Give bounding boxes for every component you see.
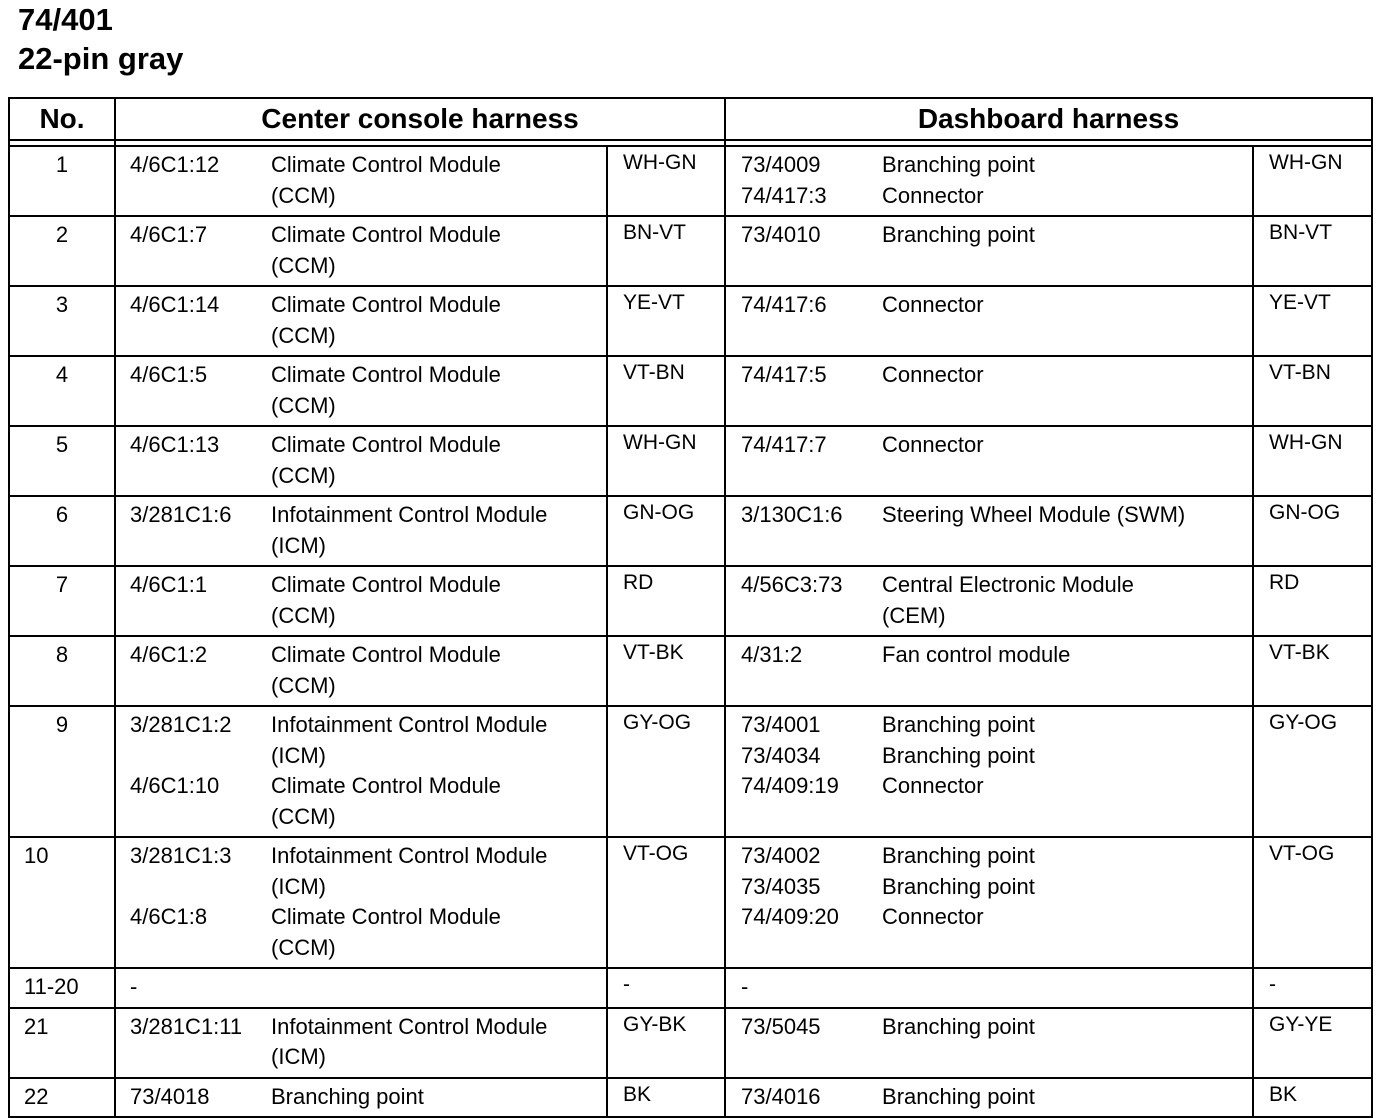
connection-entry — [116, 150, 606, 211]
connection-code: 3/281C1:6 — [130, 502, 232, 527]
connection-entry — [726, 710, 1252, 741]
connection-code: 4/6C1:13 — [130, 432, 220, 457]
center-wire-color: WH-GN — [607, 426, 725, 496]
connection-entry — [116, 500, 606, 561]
connection-code: 74/409:20 — [741, 904, 839, 929]
pin-number: 2 — [9, 216, 115, 286]
connector-type-title: 22-pin gray — [18, 41, 184, 76]
component-name: Climate Control Module (CCM) — [271, 904, 501, 960]
connection-code: 4/6C1:14 — [130, 292, 220, 317]
connection-entry — [726, 872, 1252, 903]
connection-entry — [116, 1082, 606, 1113]
dashboard-wire-color: YE-VT — [1253, 286, 1372, 356]
component-name: Branching point — [882, 1083, 1035, 1109]
table-row — [9, 496, 1372, 566]
component-name: Branching point — [271, 1083, 424, 1109]
center-wire-color: BN-VT — [607, 216, 725, 286]
header-no: No. — [9, 98, 115, 140]
component-name: Connector — [882, 182, 984, 208]
connection-code: 4/6C1:8 — [130, 904, 208, 929]
pin-number: 5 — [9, 426, 115, 496]
component-name: Climate Control Module (CCM) — [271, 642, 501, 698]
pin-number: 10 — [9, 837, 115, 968]
center-console-entries — [115, 706, 607, 837]
dashboard-entries — [725, 566, 1253, 636]
center-wire-color: VT-BN — [607, 356, 725, 426]
table-row — [9, 216, 1372, 286]
component-name: Connector — [882, 904, 984, 929]
connection-code: 3/281C1:11 — [130, 1013, 243, 1039]
component-name: Branching point — [882, 873, 1035, 899]
component-name: Connector — [882, 292, 984, 317]
component-name: Connector — [882, 432, 984, 457]
center-wire-color: WH-GN — [607, 146, 725, 216]
center-wire-color: GY-BK — [607, 1008, 725, 1078]
dashboard-wire-color: GY-OG — [1253, 706, 1372, 837]
connection-code: 73/4009 — [741, 152, 821, 177]
connection-code: 73/4035 — [741, 873, 821, 899]
center-console-entries — [115, 566, 607, 636]
dashboard-entries — [725, 636, 1253, 706]
connection-entry — [116, 841, 606, 902]
center-console-entries — [115, 426, 607, 496]
pin-number: 4 — [9, 356, 115, 426]
connection-code: 73/4010 — [741, 222, 821, 247]
connection-entry — [116, 290, 606, 351]
table-row — [9, 1078, 1372, 1118]
dashboard-entries — [725, 1008, 1253, 1078]
dashboard-wire-color: VT-BK — [1253, 636, 1372, 706]
pin-number: 1 — [9, 146, 115, 216]
connection-entry — [116, 771, 606, 832]
dashboard-wire-color: VT-BN — [1253, 356, 1372, 426]
table-row — [9, 286, 1372, 356]
connection-code: 73/4002 — [741, 843, 821, 868]
connection-code: 4/6C1:12 — [130, 152, 220, 177]
connection-code: - — [130, 974, 138, 999]
connection-code: 74/409:19 — [741, 773, 839, 798]
table-row — [9, 146, 1372, 216]
component-name: Connector — [882, 773, 984, 798]
component-name: Branching point — [882, 1013, 1035, 1039]
connection-entry — [116, 902, 606, 963]
component-name: Branching point — [882, 712, 1035, 737]
connection-code: 4/6C1:1 — [130, 572, 208, 597]
component-name: Climate Control Module (CCM) — [271, 152, 501, 208]
dashboard-entries — [725, 706, 1253, 837]
dashboard-wire-color: - — [1253, 968, 1372, 1008]
table-row — [9, 837, 1372, 968]
pin-number: 8 — [9, 636, 115, 706]
header-center-console-harness: Center console harness — [115, 98, 725, 140]
pin-number: 3 — [9, 286, 115, 356]
component-name: Climate Control Module (CCM) — [271, 572, 501, 628]
connection-code: 74/417:6 — [741, 292, 827, 317]
center-console-entries — [115, 146, 607, 216]
component-name: Climate Control Module (CCM) — [271, 773, 501, 829]
center-wire-color: VT-OG — [607, 837, 725, 968]
center-console-entries — [115, 1008, 607, 1078]
center-console-entries — [115, 286, 607, 356]
dashboard-wire-color: VT-OG — [1253, 837, 1372, 968]
connection-entry — [116, 430, 606, 491]
connection-code: 73/4001 — [741, 712, 821, 737]
pin-number: 7 — [9, 566, 115, 636]
dashboard-entries — [725, 426, 1253, 496]
component-name: Connector — [882, 362, 984, 387]
connection-code: 74/417:7 — [741, 432, 827, 457]
connection-entry — [726, 972, 1252, 1003]
dashboard-entries — [725, 356, 1253, 426]
connection-entry — [726, 570, 1252, 631]
component-name: Infotainment Control Module (ICM) — [271, 1013, 548, 1069]
component-name: Central Electronic Module (CEM) — [882, 572, 1134, 628]
center-console-entries — [115, 216, 607, 286]
connection-code: 4/31:2 — [741, 642, 803, 667]
table-row — [9, 968, 1372, 1008]
connection-entry — [726, 1012, 1252, 1043]
component-name: Climate Control Module (CCM) — [271, 432, 501, 488]
center-console-entries — [115, 636, 607, 706]
center-wire-color: YE-VT — [607, 286, 725, 356]
dashboard-wire-color: WH-GN — [1253, 146, 1372, 216]
connection-code: 3/281C1:2 — [130, 712, 232, 737]
component-name: Climate Control Module (CCM) — [271, 292, 501, 348]
connection-entry — [116, 640, 606, 701]
connection-code: 74/417:5 — [741, 362, 827, 387]
component-name: Climate Control Module (CCM) — [271, 222, 501, 278]
connection-entry — [726, 290, 1252, 321]
component-name: Infotainment Control Module (ICM) — [271, 843, 548, 899]
dashboard-wire-color: WH-GN — [1253, 426, 1372, 496]
dashboard-wire-color: GN-OG — [1253, 496, 1372, 566]
connection-entry — [726, 841, 1252, 872]
connection-code: 74/417:3 — [741, 182, 827, 208]
table-row — [9, 426, 1372, 496]
table-row — [9, 706, 1372, 837]
connection-entry — [116, 220, 606, 281]
connection-entry — [726, 640, 1252, 671]
connection-entry — [116, 1012, 606, 1073]
connection-entry — [726, 500, 1252, 531]
header-row — [9, 98, 1372, 140]
dashboard-entries — [725, 216, 1253, 286]
connector-id-title: 74/401 — [18, 2, 113, 37]
connection-entry — [726, 220, 1252, 251]
connection-entry — [726, 150, 1252, 181]
dashboard-wire-color: BK — [1253, 1078, 1372, 1118]
dashboard-entries — [725, 496, 1253, 566]
table-row — [9, 1008, 1372, 1078]
connection-entry — [116, 972, 606, 1003]
pinout-table — [8, 97, 1373, 1118]
pin-number: 22 — [9, 1078, 115, 1118]
component-name: Branching point — [882, 843, 1035, 868]
center-wire-color: GY-OG — [607, 706, 725, 837]
center-wire-color: VT-BK — [607, 636, 725, 706]
center-wire-color: RD — [607, 566, 725, 636]
dashboard-wire-color: BN-VT — [1253, 216, 1372, 286]
connection-entry — [116, 570, 606, 631]
component-name — [882, 972, 1252, 1003]
connection-entry — [726, 360, 1252, 391]
table-row — [9, 636, 1372, 706]
pin-number: 6 — [9, 496, 115, 566]
connection-entry — [726, 741, 1252, 772]
component-name: Steering Wheel Module (SWM) — [882, 502, 1186, 527]
pin-number: 9 — [9, 706, 115, 837]
connection-code: 73/4018 — [130, 1083, 210, 1109]
connection-entry — [116, 360, 606, 421]
connection-code: - — [741, 974, 749, 999]
connection-entry — [726, 902, 1252, 933]
center-console-entries — [115, 496, 607, 566]
component-name: Branching point — [882, 152, 1035, 177]
dashboard-entries — [725, 1078, 1253, 1118]
center-wire-color: - — [607, 968, 725, 1008]
dashboard-entries — [725, 286, 1253, 356]
connection-code: 4/6C1:10 — [130, 773, 220, 798]
table-row — [9, 566, 1372, 636]
connection-code: 4/6C1:5 — [130, 362, 208, 387]
dashboard-entries — [725, 968, 1253, 1008]
connection-code: 3/281C1:3 — [130, 843, 232, 868]
center-wire-color: GN-OG — [607, 496, 725, 566]
connection-entry — [726, 181, 1252, 212]
center-console-entries — [115, 1078, 607, 1118]
component-name: Branching point — [882, 742, 1035, 768]
component-name: Fan control module — [882, 642, 1071, 667]
dashboard-wire-color: RD — [1253, 566, 1372, 636]
connection-code: 4/6C1:2 — [130, 642, 208, 667]
connection-entry — [726, 430, 1252, 461]
pin-number: 21 — [9, 1008, 115, 1078]
component-name: Climate Control Module (CCM) — [271, 362, 501, 418]
component-name: Infotainment Control Module (ICM) — [271, 712, 548, 768]
connection-code: 4/56C3:73 — [741, 572, 843, 597]
component-name — [271, 972, 606, 1003]
connection-code: 73/5045 — [741, 1013, 821, 1039]
table-row — [9, 356, 1372, 426]
connection-code: 73/4034 — [741, 742, 821, 768]
dashboard-wire-color: GY-YE — [1253, 1008, 1372, 1078]
center-console-entries — [115, 837, 607, 968]
connection-entry — [726, 771, 1252, 802]
pin-number: 11-20 — [9, 968, 115, 1008]
component-name: Infotainment Control Module (ICM) — [271, 502, 548, 558]
component-name: Branching point — [882, 222, 1035, 247]
connection-code: 3/130C1:6 — [741, 502, 843, 527]
connection-code: 73/4016 — [741, 1083, 821, 1109]
connection-entry — [726, 1082, 1252, 1113]
header-dashboard-harness: Dashboard harness — [725, 98, 1372, 140]
center-console-entries — [115, 356, 607, 426]
dashboard-entries — [725, 837, 1253, 968]
connection-entry — [116, 710, 606, 771]
dashboard-entries — [725, 146, 1253, 216]
center-console-entries — [115, 968, 607, 1008]
connection-code: 4/6C1:7 — [130, 222, 208, 247]
center-wire-color: BK — [607, 1078, 725, 1118]
